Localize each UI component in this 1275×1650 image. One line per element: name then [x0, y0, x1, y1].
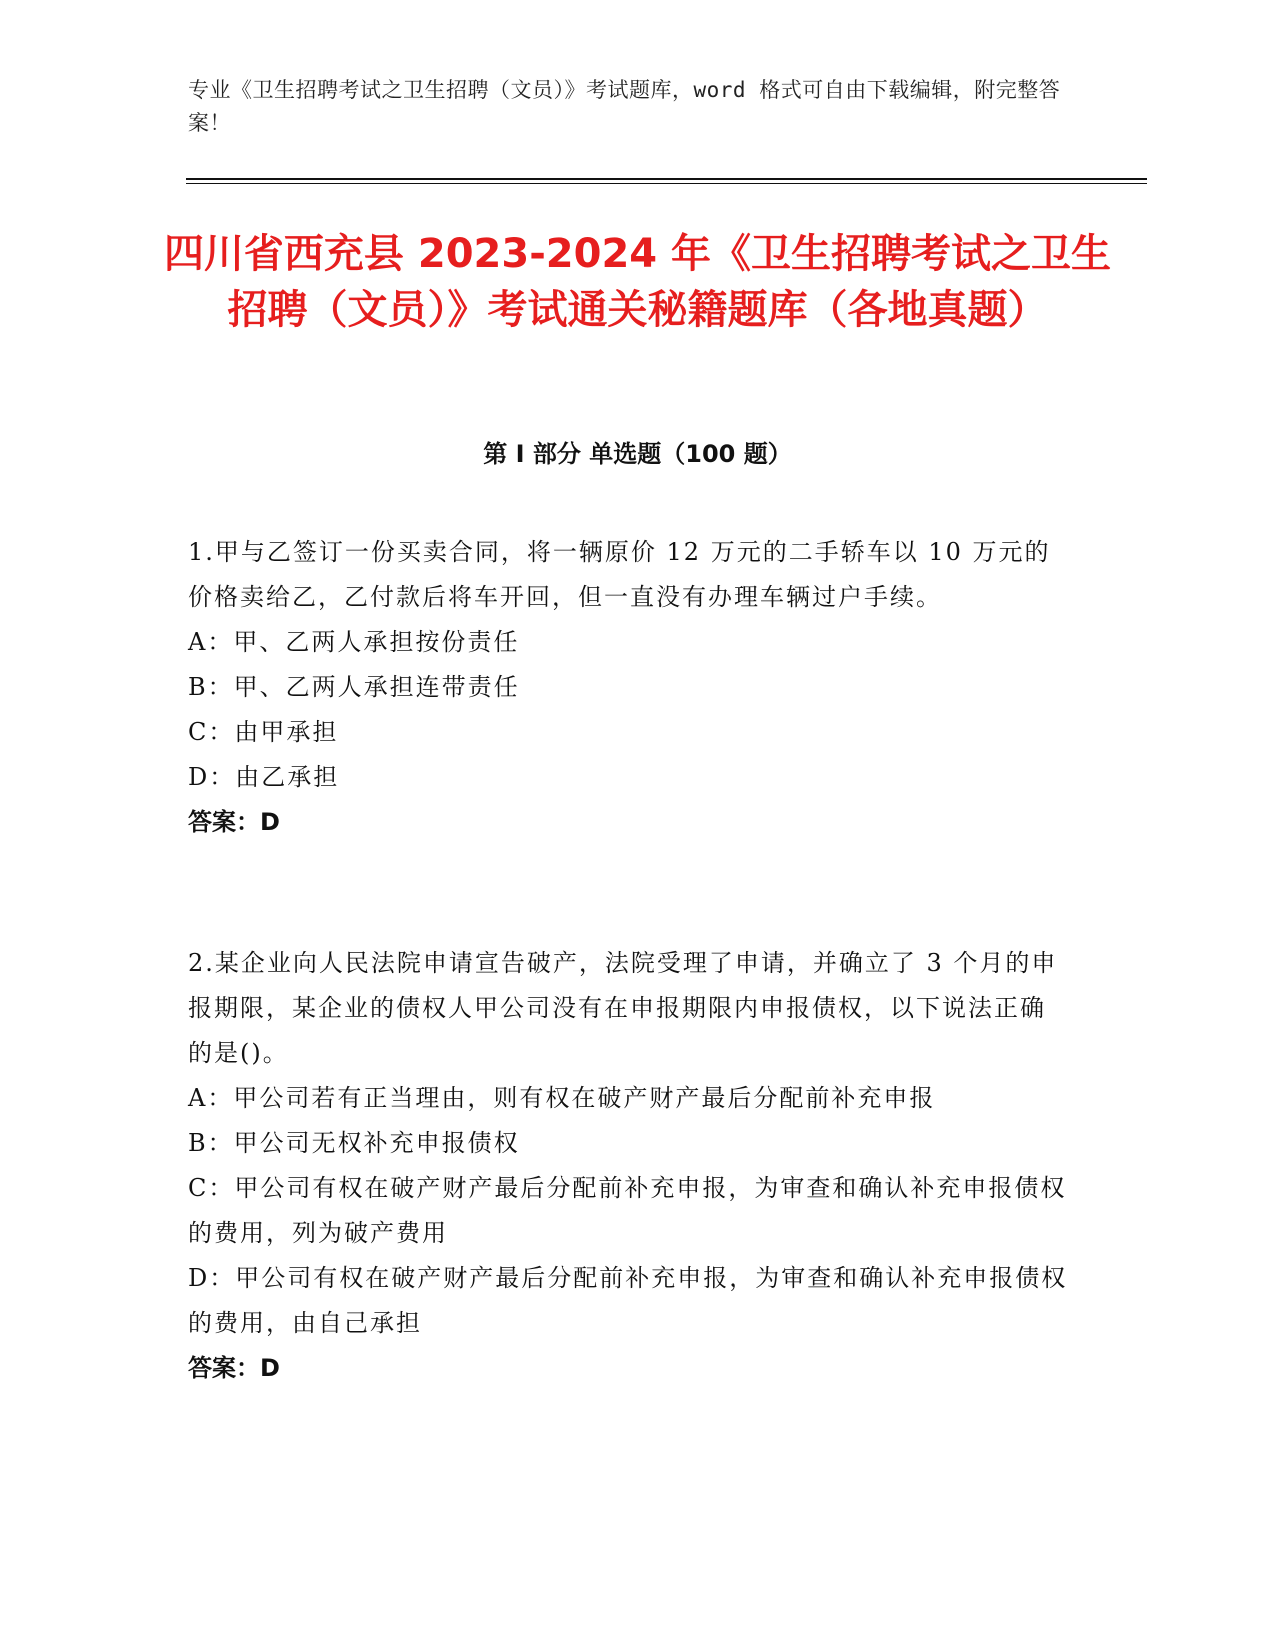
- option-b: B：甲公司无权补充申报债权: [188, 1129, 520, 1157]
- question-stem: 2.某企业向人民法院申请宣告破产，法院受理了申请，并确立了 3 个月的申报期限，某企业的债权人甲公司没有在申报期限内申报债权，以下说法正确的是()。: [188, 949, 1058, 1067]
- section-title: 第 I 部分 单选题（100 题）: [483, 440, 792, 468]
- question-block: [188, 941, 1068, 1391]
- option-c: C：甲公司有权在破产财产最后分配前补充申报，为审查和确认补充申报债权的费用，列为破产费用: [188, 1174, 1067, 1247]
- answer-line: 答案：D: [188, 808, 280, 836]
- option-d: D：甲公司有权在破产财产最后分配前补充申报，为审查和确认补充申报债权的费用，由自己承担: [188, 1264, 1068, 1337]
- option-c: C：由甲承担: [188, 718, 339, 746]
- document-title: 四川省西充县 2023-2024 年《卫生招聘考试之卫生招聘（文员）》考试通关秘籍题库（各地真题）: [163, 231, 1112, 333]
- question-stem: 1.甲与乙签订一份买卖合同，将一辆原价 12 万元的二手轿车以 10 万元的价格卖给乙，乙付款后将车开回，但一直没有办理车辆过户手续。: [188, 538, 1051, 611]
- header-divider: [186, 178, 1147, 180]
- option-b: B：甲、乙两人承担连带责任: [188, 673, 520, 701]
- header-divider-thin: [186, 183, 1147, 184]
- header-note: 专业《卫生招聘考试之卫生招聘（文员）》考试题库，word 格式可自由下载编辑，附完整答案！: [188, 78, 1061, 135]
- option-a: A：甲、乙两人承担按份责任: [188, 628, 520, 656]
- option-d: D：由乙承担: [188, 763, 340, 791]
- answer-line: 答案：D: [188, 1354, 280, 1382]
- option-a: A：甲公司若有正当理由，则有权在破产财产最后分配前补充申报: [188, 1084, 936, 1112]
- question-block: [188, 530, 1068, 845]
